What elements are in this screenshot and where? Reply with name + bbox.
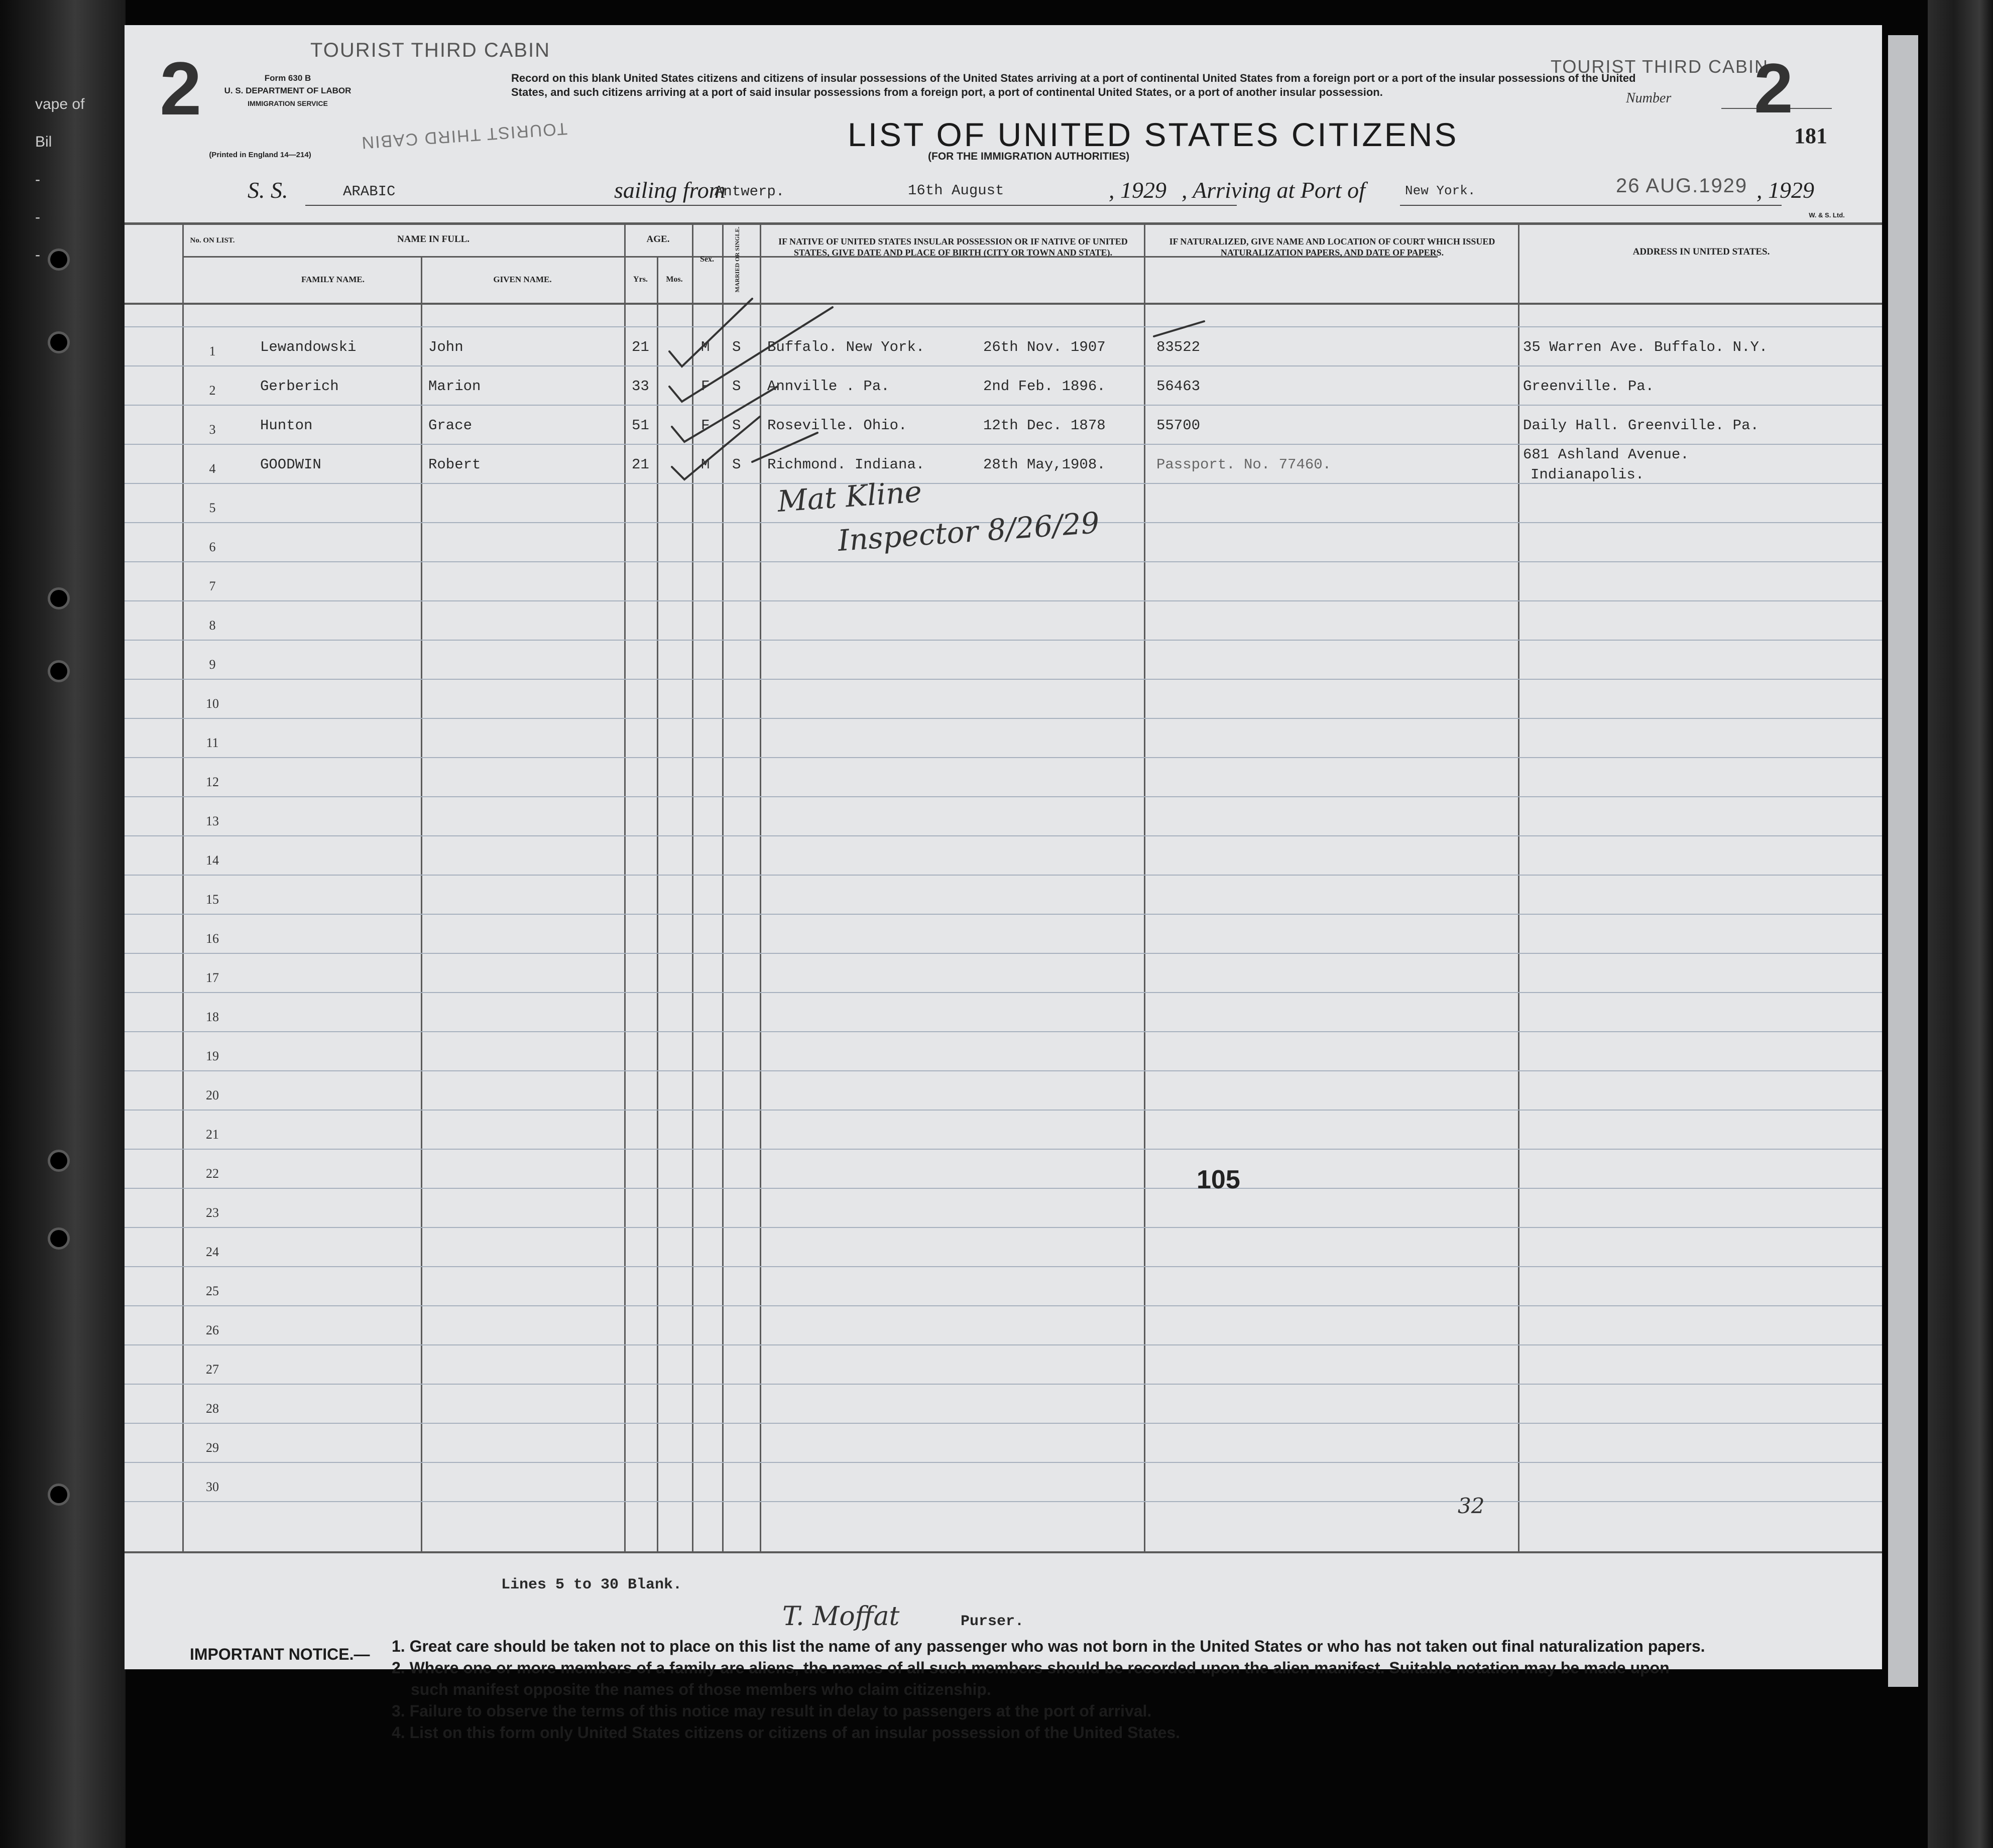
sex: F <box>701 417 710 434</box>
notice-2: 2. Where one or more members of a family are aliens, the names of all such members should be recorded upon the alien manifest. Suitable notation may be made upon <box>392 1659 1670 1677</box>
family-name: Hunton <box>260 417 313 434</box>
birth-place: Richmond. Indiana. <box>767 456 925 473</box>
header-family-name: FAMILY NAME. <box>301 275 365 284</box>
check-mark <box>672 417 760 479</box>
naturalization-papers: 56463 <box>1156 378 1201 395</box>
departure-port: Antwerp. <box>715 183 785 200</box>
check-mark <box>672 387 777 442</box>
check-marks <box>125 25 1882 1669</box>
header-age: AGE. <box>646 234 670 244</box>
age-years: 21 <box>632 456 649 473</box>
arrival-date-stamp: 26 AUG.1929 <box>1616 175 1748 197</box>
line-number: 20 <box>206 1088 219 1102</box>
line-number: 9 <box>209 657 216 672</box>
binder-hole <box>50 1230 67 1247</box>
age-years: 51 <box>632 417 649 434</box>
line-number: 12 <box>206 775 219 789</box>
tally-handwritten: 32 <box>1458 1494 1485 1518</box>
lines-blank-note: Lines 5 to 30 Blank. <box>501 1576 682 1593</box>
binder-hole <box>50 1152 67 1169</box>
margin-line: Bil <box>35 134 52 150</box>
line-number: 16 <box>206 931 219 946</box>
age-years: 33 <box>632 378 649 395</box>
line-number: 14 <box>206 853 219 868</box>
line-number: 1 <box>209 344 216 358</box>
printed-note: (Printed in England 14—214) <box>209 151 311 159</box>
arrival-year: 29 <box>1791 177 1814 203</box>
margin-line: vape of <box>35 96 85 112</box>
sail-year: 29 <box>1143 177 1166 203</box>
line-number: 23 <box>206 1205 219 1220</box>
line-number: 19 <box>206 1049 219 1063</box>
line-number: 6 <box>209 540 216 554</box>
family-name: Lewandowski <box>260 339 357 355</box>
given-name: Marion <box>428 378 481 395</box>
arrival-year-prefix-text: , 19 <box>1756 177 1791 203</box>
form-code: Form 630 B <box>264 73 311 83</box>
page-number: 181 <box>1794 124 1827 148</box>
header-naturalization: IF NATURALIZED, GIVE NAME AND LOCATION OF COURT WHICH ISSUED NATURALIZATION PAPERS, AND DATE OF PAPERS. <box>1169 236 1495 258</box>
header-name: NAME IN FULL. <box>397 234 470 244</box>
line-number: 7 <box>209 579 216 593</box>
notice-2-continued: such manifest opposite the names of those members who claim citizenship. <box>411 1680 991 1698</box>
line-number: 8 <box>209 618 216 633</box>
left-binding-strip <box>0 0 126 1848</box>
header-married-single: MARRIED OR SINGLE. <box>734 226 741 293</box>
sex: M <box>701 456 710 473</box>
header-sex: Sex. <box>700 255 714 264</box>
marital-status: S <box>732 456 741 473</box>
check-mark <box>669 299 752 366</box>
line-number: 11 <box>206 735 219 750</box>
check-mark <box>1154 321 1204 336</box>
address-line-2: Indianapolis. <box>1531 466 1645 483</box>
margin-line: - <box>35 171 40 188</box>
header-given-name: GIVEN NAME. <box>493 275 552 284</box>
service: IMMIGRATION SERVICE <box>248 99 328 107</box>
marital-status: S <box>732 378 741 395</box>
check-mark <box>752 433 817 462</box>
margin-line: - <box>35 247 40 263</box>
naturalization-papers: 55700 <box>1156 417 1201 434</box>
birth-date: 2nd Feb. 1896. <box>983 378 1106 395</box>
family-name: Gerberich <box>260 378 339 395</box>
tourist-cabin-stamp: TOURIST THIRD CABIN <box>310 39 551 61</box>
binder-hole <box>50 663 67 680</box>
given-name: John <box>428 339 463 355</box>
printer-mark: W. & S. Ltd. <box>1809 211 1845 219</box>
list-number-right: 2 <box>1754 49 1793 128</box>
line-number: 26 <box>206 1323 219 1337</box>
record-instructions: Record on this blank United States citizens and citizens of insular possessions of the United States arriving at a port of continental United States from a foreign port or a port of the insular possessions of the United States, and such citizens arriving at a port of said insular possessions from a foreign port, a port of continental United States, or a port of another insular possession. <box>511 72 1636 98</box>
birth-place: Annville . Pa. <box>767 378 890 395</box>
birth-date: 28th May,1908. <box>983 456 1106 473</box>
address-line-1: 681 Ashland Avenue. <box>1523 446 1689 463</box>
line-number: 13 <box>206 814 219 828</box>
naturalization-papers: 83522 <box>1156 339 1201 355</box>
line-number: 5 <box>209 501 216 515</box>
department: U. S. DEPARTMENT OF LABOR <box>224 86 351 95</box>
year-prefix-text: , 19 <box>1109 177 1143 203</box>
line-number: 4 <box>209 461 216 476</box>
age-years: 21 <box>632 339 649 355</box>
sail-date: 16th August <box>908 182 1004 199</box>
right-binding-strip <box>1928 0 1993 1848</box>
purser-label: Purser. <box>961 1613 1024 1630</box>
binder-hole <box>50 1486 67 1503</box>
line-number: 2 <box>209 383 216 398</box>
manifest-sheet <box>125 25 1882 1669</box>
line-number: 21 <box>206 1127 219 1142</box>
underlying-page-edge <box>1888 35 1918 1687</box>
list-number-left: 2 <box>160 46 202 131</box>
line-number: 15 <box>206 892 219 907</box>
header-address: ADDRESS IN UNITED STATES. <box>1632 247 1770 257</box>
sex: M <box>701 339 710 355</box>
line-number: 17 <box>206 970 219 985</box>
birth-place: Buffalo. New York. <box>767 339 925 355</box>
marital-status: S <box>732 417 741 434</box>
arriving-label: , Arriving at Port of <box>1182 177 1365 203</box>
sex: F <box>701 378 710 395</box>
header-birth: IF NATIVE OF UNITED STATES INSULAR POSSESSION OR IF NATIVE OF UNITED STATES, GIVE DATE AND PLACE OF BIRTH (CITY OR TOWN AND STATE). <box>778 236 1128 258</box>
header-years: Yrs. <box>633 275 648 284</box>
family-name: GOODWIN <box>260 456 321 473</box>
binder-hole <box>50 251 67 268</box>
notice-1: 1. Great care should be taken not to place on this list the name of any passenger who was not born in the United States or who has not taken out final naturalization papers. <box>392 1637 1705 1655</box>
tourist-cabin-stamp-mirrored: TOURIST THIRD CABIN <box>360 118 568 153</box>
line-number: 30 <box>206 1480 219 1494</box>
page-subtitle: (FOR THE IMMIGRATION AUTHORITIES) <box>928 151 1130 162</box>
line-number: 28 <box>206 1401 219 1416</box>
line-number: 27 <box>206 1362 219 1377</box>
header-months: Mos. <box>666 275 683 284</box>
line-number: 29 <box>206 1440 219 1455</box>
line-number: 10 <box>206 696 219 711</box>
inspector-name-handwritten: Mat Kline <box>776 474 923 519</box>
address-line-1: Daily Hall. Greenville. Pa. <box>1523 417 1759 434</box>
line-number: 3 <box>209 422 216 437</box>
notice-heading: IMPORTANT NOTICE.— <box>190 1645 370 1663</box>
notice-3: 3. Failure to observe the terms of this notice may result in delay to passengers at the port of arrival. <box>392 1702 1152 1720</box>
ship-name: ARABIC <box>343 183 396 200</box>
binder-hole <box>50 334 67 351</box>
birth-place: Roseville. Ohio. <box>767 417 907 434</box>
address-line-1: Greenville. Pa. <box>1523 378 1655 395</box>
ss-label: S. S. <box>248 177 288 203</box>
header-list-no: No. ON LIST. <box>190 236 235 244</box>
arrival-port: New York. <box>1405 183 1476 198</box>
margin-line: - <box>35 209 40 225</box>
binder-hole <box>50 590 67 607</box>
page-title: LIST OF UNITED STATES CITIZENS <box>848 116 1459 153</box>
given-name: Robert <box>428 456 481 473</box>
birth-date: 26th Nov. 1907 <box>983 339 1106 355</box>
line-number: 25 <box>206 1284 219 1298</box>
line-number: 22 <box>206 1166 219 1181</box>
inspector-signature-handwritten: Inspector 8/26/29 <box>837 505 1101 558</box>
purser-signature: T. Moffat <box>782 1601 900 1632</box>
given-name: Grace <box>428 417 473 434</box>
tourist-cabin-stamp-right: TOURIST THIRD CABIN <box>1551 56 1769 77</box>
sailing-label: sailing from <box>614 177 726 203</box>
marital-status: S <box>732 339 741 355</box>
line-number: 18 <box>206 1010 219 1024</box>
notice-4: 4. List on this form only United States citizens or citizens of an insular possession of the United States. <box>392 1723 1181 1742</box>
line-number: 24 <box>206 1245 219 1259</box>
naturalization-papers: Passport. No. 77460. <box>1156 456 1332 473</box>
margin-text <box>35 85 84 274</box>
birth-date: 12th Dec. 1878 <box>983 417 1106 434</box>
address-line-1: 35 Warren Ave. Buffalo. N.Y. <box>1523 339 1768 355</box>
stamp-number: 105 <box>1197 1165 1240 1194</box>
number-label: Number <box>1626 90 1672 106</box>
